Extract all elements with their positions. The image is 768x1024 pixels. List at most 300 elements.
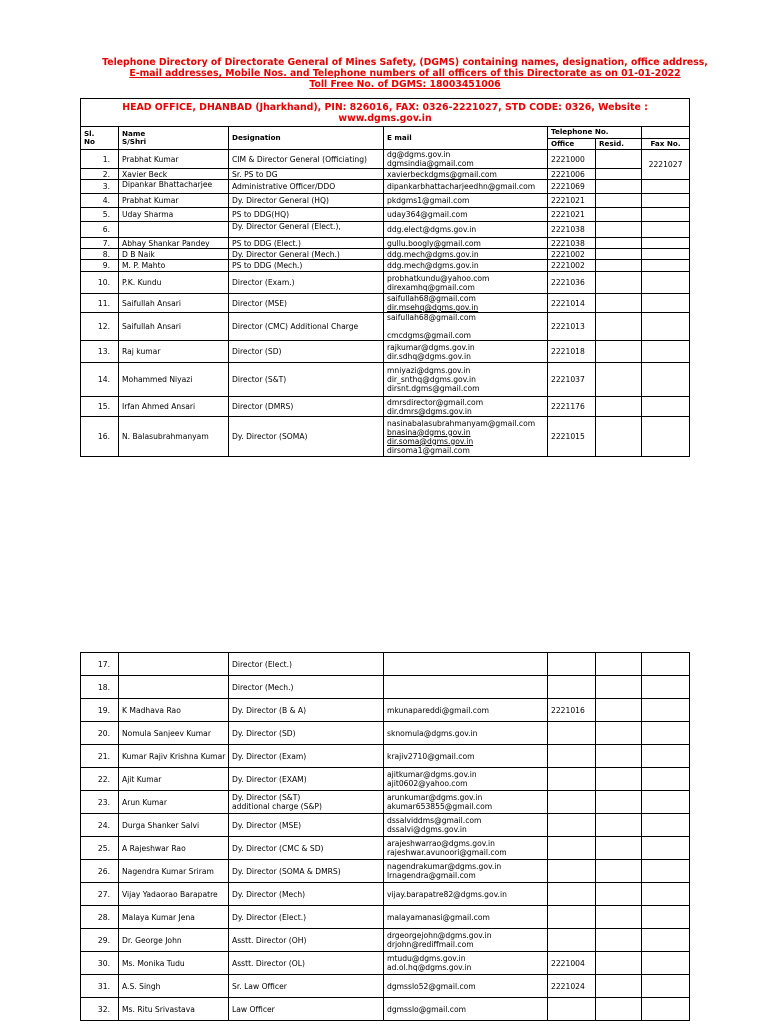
sl-no-cell: 12. — [81, 313, 119, 341]
email-address[interactable]: dir.soma@dgms.gov.in — [387, 436, 474, 446]
office-phone-cell — [548, 676, 596, 699]
email-address[interactable]: dir_snthq@dgms.gov.in — [387, 375, 476, 384]
email-address[interactable]: probhatkundu@yahoo.com — [387, 273, 490, 283]
fax-cell — [642, 722, 690, 745]
sl-no-cell: 27. — [81, 883, 119, 906]
email-address[interactable]: direxamhq@gmail.com — [387, 282, 475, 292]
name-cell: A Rajeshwar Rao — [119, 837, 229, 860]
email-cell — [384, 341, 548, 363]
email-cell — [384, 208, 548, 222]
email-cell — [384, 906, 548, 929]
fax-cell — [642, 294, 690, 313]
resid-phone-cell — [596, 169, 642, 180]
header-no-text: No — [84, 137, 95, 146]
resid-phone-cell — [596, 791, 642, 814]
office-phone-cell — [548, 722, 596, 745]
office-phone-cell: 2221000 — [548, 150, 596, 169]
office-phone-cell — [548, 906, 596, 929]
email-cell — [384, 150, 548, 169]
fax-cell — [642, 975, 690, 998]
designation-cell: Dy. Director (SOMA & DMRS) — [229, 860, 384, 883]
designation-cell: Dy. Director (B & A) — [229, 699, 384, 722]
directory-table-top — [80, 98, 690, 457]
table-row — [81, 676, 690, 699]
email-address[interactable]: krajiv2710@gmail.com — [387, 751, 475, 761]
sl-no-cell: 24. — [81, 814, 119, 837]
name-cell: D B Naik — [119, 249, 229, 260]
designation-cell: Dy. Director (CMC & SD) — [229, 837, 384, 860]
resid-phone-cell — [596, 906, 642, 929]
fax-cell — [642, 745, 690, 768]
fax-cell — [642, 998, 690, 1021]
resid-phone-cell — [596, 222, 642, 238]
designation-cell: Dy. Director (Mech) — [229, 883, 384, 906]
header-fax-top — [642, 127, 690, 139]
email-cell — [384, 272, 548, 294]
header-email: E mail — [384, 127, 548, 150]
email-address[interactable]: dipankarbhattacharjeedhn@gmail.com — [387, 182, 536, 191]
email-address[interactable]: mniyazi@dgms.gov.in — [387, 366, 471, 375]
resid-phone-cell — [596, 417, 642, 457]
header-sl-text: Sl. — [84, 128, 95, 138]
table-row — [81, 975, 690, 998]
sl-no-cell: 5. — [81, 208, 119, 222]
sl-no-cell: 15. — [81, 397, 119, 417]
email-address[interactable]: drgeorgejohn@dgms.gov.in — [387, 931, 492, 940]
designation-cell: Dy. Director General (Elect.), — [229, 222, 384, 238]
header-sl-no — [81, 127, 119, 150]
email-address[interactable]: rajkumar@dgms.gov.in — [387, 342, 475, 352]
office-phone-cell — [548, 998, 596, 1021]
name-cell: Kumar Rajiv Krishna Kumar — [119, 745, 229, 768]
email-address[interactable]: dir.msehq@dgms.gov.in — [387, 303, 479, 312]
name-cell — [119, 676, 229, 699]
table-row — [81, 837, 690, 860]
fax-cell — [642, 906, 690, 929]
resid-phone-cell — [596, 208, 642, 222]
name-cell: Arun Kumar — [119, 791, 229, 814]
name-cell — [119, 222, 229, 238]
sl-no-cell: 21. — [81, 745, 119, 768]
sl-no-cell: 4. — [81, 194, 119, 208]
resid-phone-cell — [596, 260, 642, 272]
email-cell — [384, 313, 548, 341]
email-address[interactable]: xavierbeckdgms@gmail.com — [387, 169, 497, 179]
office-phone-cell — [548, 929, 596, 952]
email-address[interactable]: dssalviddms@gmail.com — [387, 816, 482, 825]
sl-no-cell: 17. — [81, 653, 119, 676]
email-cell — [384, 722, 548, 745]
fax-cell — [642, 397, 690, 417]
name-cell: Xavier Beck — [119, 169, 229, 180]
office-phone-cell: 2221002 — [548, 249, 596, 260]
resid-phone-cell — [596, 653, 642, 676]
title-line-3: Toll Free No. of DGMS: 18003451006 — [309, 79, 501, 90]
email-cell — [384, 417, 548, 457]
table-row — [81, 272, 690, 294]
email-address[interactable]: dir.sdhq@dgms.gov.in — [387, 351, 471, 361]
fax-cell: 2221027 — [642, 150, 690, 180]
table-row — [81, 313, 690, 341]
table-row — [81, 722, 690, 745]
name-cell: Saifullah Ansari — [119, 313, 229, 341]
email-cell — [384, 294, 548, 313]
office-phone-cell: 2221013 — [548, 313, 596, 341]
email-address[interactable]: dmrsdirector@gmail.com — [387, 397, 484, 407]
table-row — [81, 653, 690, 676]
email-address[interactable]: dir.dmrs@dgms.gov.in — [387, 406, 472, 416]
email-cell — [384, 169, 548, 180]
email-cell — [384, 768, 548, 791]
sl-no-cell: 22. — [81, 768, 119, 791]
resid-phone-cell — [596, 180, 642, 194]
office-phone-cell: 2221036 — [548, 272, 596, 294]
name-cell: Uday Sharma — [119, 208, 229, 222]
sl-no-cell: 1. — [81, 150, 119, 169]
resid-phone-cell — [596, 837, 642, 860]
header-office: Office — [548, 139, 596, 150]
fax-cell — [642, 208, 690, 222]
sl-no-cell: 13. — [81, 341, 119, 363]
header-row-1 — [81, 127, 690, 139]
designation-cell: Director (MSE) — [229, 294, 384, 313]
email-address[interactable]: pkdgms1@gmail.com — [387, 196, 470, 205]
table-row — [81, 814, 690, 837]
fax-cell — [642, 222, 690, 238]
office-phone-cell: 2221038 — [548, 222, 596, 238]
email-cell — [384, 676, 548, 699]
office-phone-cell — [548, 745, 596, 768]
email-address[interactable]: saifullah68@gmail.com — [387, 313, 476, 322]
email-address[interactable]: dg@dgms.gov.in — [387, 150, 451, 159]
office-phone-cell — [548, 860, 596, 883]
email-address[interactable]: dssalvi@dgms.gov.in — [387, 825, 467, 834]
head-office-line-2: www.dgms.gov.in — [338, 112, 432, 124]
email-cell — [384, 180, 548, 194]
office-phone-cell: 2221015 — [548, 417, 596, 457]
name-cell: Vijay Yadaorao Barapatre — [119, 883, 229, 906]
table-row — [81, 208, 690, 222]
table-row — [81, 150, 690, 169]
table-row — [81, 417, 690, 457]
email-cell — [384, 260, 548, 272]
name-cell: Nagendra Kumar Sriram — [119, 860, 229, 883]
email-address[interactable]: arajeshwarrao@dgms.gov.in — [387, 839, 495, 848]
name-cell: Ms. Monika Tudu — [119, 952, 229, 975]
fax-cell — [642, 768, 690, 791]
sl-no-cell: 18. — [81, 676, 119, 699]
sl-no-cell: 8. — [81, 249, 119, 260]
header-resid: Resid. — [596, 139, 642, 150]
table-row — [81, 238, 690, 249]
designation-cell: Asstt. Director (OL) — [229, 952, 384, 975]
fax-cell — [642, 860, 690, 883]
sl-no-cell: 30. — [81, 952, 119, 975]
designation-cell: Director (CMC) Additional Charge — [229, 313, 384, 341]
designation-cell: Sr. Law Officer — [229, 975, 384, 998]
email-address[interactable]: ddg.mech@dgms.gov.in — [387, 261, 479, 270]
sl-no-cell: 29. — [81, 929, 119, 952]
office-phone-cell: 2221018 — [548, 341, 596, 363]
designation-cell: Director (Exam.) — [229, 272, 384, 294]
table-row — [81, 194, 690, 208]
office-phone-cell — [548, 768, 596, 791]
email-cell — [384, 998, 548, 1021]
resid-phone-cell — [596, 952, 642, 975]
email-cell — [384, 814, 548, 837]
email-address[interactable]: lrnagendra@gmail.com — [387, 871, 476, 880]
table-row — [81, 260, 690, 272]
resid-phone-cell — [596, 883, 642, 906]
email-address[interactable]: ddg.elect@dgms.gov.in — [387, 225, 477, 234]
resid-phone-cell — [596, 150, 642, 169]
sl-no-cell: 2. — [81, 169, 119, 180]
head-office-row — [81, 99, 690, 127]
email-address[interactable]: vijay.barapatre82@dgms.gov.in — [387, 889, 507, 899]
resid-phone-cell — [596, 768, 642, 791]
email-cell — [384, 791, 548, 814]
email-cell — [384, 745, 548, 768]
fax-cell — [642, 313, 690, 341]
name-cell: Mohammed Niyazi — [119, 363, 229, 397]
fax-cell — [642, 814, 690, 837]
table-row — [81, 791, 690, 814]
sl-no-cell: 11. — [81, 294, 119, 313]
name-cell: Prabhat Kumar — [119, 150, 229, 169]
designation-cell: Dy. Director (SD) — [229, 722, 384, 745]
email-address[interactable]: rajeshwar.avunoori@gmail.com — [387, 848, 507, 857]
email-cell — [384, 222, 548, 238]
email-address[interactable]: malayamanasi@gmail.com — [387, 912, 490, 922]
office-phone-cell: 2221037 — [548, 363, 596, 397]
table-row — [81, 906, 690, 929]
sl-no-cell: 10. — [81, 272, 119, 294]
designation-cell: Asstt. Director (OH) — [229, 929, 384, 952]
email-cell — [384, 699, 548, 722]
sl-no-cell: 31. — [81, 975, 119, 998]
name-cell: Irfan Ahmed Ansari — [119, 397, 229, 417]
name-cell — [119, 653, 229, 676]
designation-cell: Dy. Director General (Mech.) — [229, 249, 384, 260]
name-cell: Ms. Ritu Srivastava — [119, 998, 229, 1021]
name-cell: N. Balasubrahmanyam — [119, 417, 229, 457]
name-cell: Dr. George John — [119, 929, 229, 952]
designation-cell: Dy. Director General (HQ) — [229, 194, 384, 208]
email-address[interactable]: akumar653855@gmail.com — [387, 802, 493, 811]
fax-cell — [642, 260, 690, 272]
name-cell: Malaya Kumar Jena — [119, 906, 229, 929]
designation-cell: PS to DDG(HQ) — [229, 208, 384, 222]
designation-cell: PS to DDG (Elect.) — [229, 238, 384, 249]
name-cell: Ajit Kumar — [119, 768, 229, 791]
table-row — [81, 341, 690, 363]
table-row — [81, 745, 690, 768]
resid-phone-cell — [596, 238, 642, 249]
office-phone-cell: 2221176 — [548, 397, 596, 417]
resid-phone-cell — [596, 194, 642, 208]
sl-no-cell: 25. — [81, 837, 119, 860]
email-address[interactable]: ajit0602@yahoo.com — [387, 779, 468, 788]
email-address[interactable]: bnasina@dgms.gov.in — [387, 427, 471, 437]
email-address[interactable]: dgmsslo52@gmail.com — [387, 981, 476, 991]
fax-cell — [642, 676, 690, 699]
name-cell: Raj kumar — [119, 341, 229, 363]
office-phone-cell — [548, 883, 596, 906]
table-row — [81, 169, 690, 180]
email-address[interactable]: dgmsslo@gmail.com — [387, 1004, 467, 1014]
table-row — [81, 699, 690, 722]
resid-phone-cell — [596, 272, 642, 294]
fax-cell — [642, 249, 690, 260]
resid-phone-cell — [596, 745, 642, 768]
table-row — [81, 883, 690, 906]
fax-cell — [642, 837, 690, 860]
sl-no-cell: 3. — [81, 180, 119, 194]
email-address[interactable]: sknomula@dgms.gov.in — [387, 728, 478, 738]
resid-phone-cell — [596, 929, 642, 952]
fax-cell — [642, 883, 690, 906]
header-fax: Fax No. — [642, 139, 690, 150]
sl-no-cell: 28. — [81, 906, 119, 929]
header-telephone: Telephone No. — [548, 127, 642, 139]
email-address[interactable]: dgmsindia@gmail.com — [387, 159, 474, 168]
name-cell: Nomula Sanjeev Kumar — [119, 722, 229, 745]
resid-phone-cell — [596, 860, 642, 883]
email-address[interactable]: arunkumar@dgms.gov.in — [387, 793, 483, 802]
email-cell — [384, 238, 548, 249]
fax-cell — [642, 363, 690, 397]
designation-cell: Director (S&T) — [229, 363, 384, 397]
office-phone-cell: 2221014 — [548, 294, 596, 313]
email-address[interactable]: cmcdgms@gmail.com — [387, 331, 472, 340]
office-phone-cell: 2221021 — [548, 208, 596, 222]
header-shri-text: S/Shri — [122, 137, 147, 146]
name-cell: Prabhat Kumar — [119, 194, 229, 208]
email-address[interactable]: mtudu@dgms.gov.in — [387, 954, 466, 963]
email-address[interactable]: ajitkumar@dgms.gov.in — [387, 770, 477, 779]
office-phone-cell — [548, 837, 596, 860]
office-phone-cell: 2221038 — [548, 238, 596, 249]
sl-no-cell: 19. — [81, 699, 119, 722]
email-cell — [384, 363, 548, 397]
office-phone-cell: 2221021 — [548, 194, 596, 208]
email-address[interactable]: saifullah68@gmail.com — [387, 294, 476, 303]
email-address[interactable]: ddg.mech@dgms.gov.in — [387, 249, 479, 259]
table-row — [81, 222, 690, 238]
designation-cell: Director (SD) — [229, 341, 384, 363]
sl-no-cell: 32. — [81, 998, 119, 1021]
fax-cell — [642, 194, 690, 208]
resid-phone-cell — [596, 676, 642, 699]
title-line-2: E-mail addresses, Mobile Nos. and Telephone numbers of all officers of this Directorate as on 01-01-2022 — [129, 68, 681, 79]
designation-cell: CIM & Director General (Officiating) — [229, 150, 384, 169]
resid-phone-cell — [596, 998, 642, 1021]
email-address[interactable]: nagendrakumar@dgms.gov.in — [387, 862, 502, 871]
table-row — [81, 180, 690, 194]
designation-cell: Director (DMRS) — [229, 397, 384, 417]
fax-cell — [642, 341, 690, 363]
sl-no-cell: 7. — [81, 238, 119, 249]
office-phone-cell: 2221069 — [548, 180, 596, 194]
office-phone-cell — [548, 791, 596, 814]
email-address[interactable]: dirsoma1@gmail.com — [387, 445, 470, 455]
email-address[interactable]: uday364@gmail.com — [387, 210, 468, 219]
table-row — [81, 249, 690, 260]
title-line-1: Telephone Directory of Directorate General of Mines Safety, (DGMS) containing names, designation, office address, — [102, 57, 708, 68]
name-cell: Saifullah Ansari — [119, 294, 229, 313]
fax-cell — [642, 929, 690, 952]
sl-no-cell: 9. — [81, 260, 119, 272]
table-row — [81, 294, 690, 313]
designation-cell: Administrative Officer/DDO — [229, 180, 384, 194]
designation-cell — [229, 791, 384, 814]
resid-phone-cell — [596, 814, 642, 837]
email-address[interactable] — [387, 322, 544, 331]
email-address[interactable]: nasinabalasubrahmanyam@gmail.com — [387, 418, 536, 428]
sl-no-cell: 16. — [81, 417, 119, 457]
directory-table-bottom — [80, 652, 690, 1021]
email-address[interactable]: dirsnt.dgms@gmail.com — [387, 384, 480, 393]
fax-cell — [642, 791, 690, 814]
designation-line: additional charge (S&P) — [232, 802, 322, 811]
fax-cell — [642, 238, 690, 249]
email-address[interactable]: gullu.boogly@gmail.com — [387, 238, 481, 248]
office-phone-cell: 2221006 — [548, 169, 596, 180]
designation-cell: Director (Elect.) — [229, 653, 384, 676]
designation-cell: Dy. Director (SOMA) — [229, 417, 384, 457]
header-designation: Designation — [229, 127, 384, 150]
resid-phone-cell — [596, 249, 642, 260]
table-row — [81, 397, 690, 417]
designation-cell: Dy. Director (MSE) — [229, 814, 384, 837]
name-cell: P.K. Kundu — [119, 272, 229, 294]
fax-cell — [642, 417, 690, 457]
table-row — [81, 860, 690, 883]
office-phone-cell: 2221002 — [548, 260, 596, 272]
email-cell — [384, 860, 548, 883]
email-cell — [384, 837, 548, 860]
designation-cell: Dy. Director (EXAM) — [229, 768, 384, 791]
sl-no-cell: 14. — [81, 363, 119, 397]
office-phone-cell: 2221016 — [548, 699, 596, 722]
table-row — [81, 998, 690, 1021]
email-address[interactable]: mkunapareddi@gmail.com — [387, 705, 490, 715]
email-cell — [384, 194, 548, 208]
name-cell: M. P. Mahto — [119, 260, 229, 272]
table-row — [81, 363, 690, 397]
email-cell — [384, 929, 548, 952]
office-phone-cell: 2221024 — [548, 975, 596, 998]
office-phone-cell — [548, 653, 596, 676]
office-phone-cell: 2221004 — [548, 952, 596, 975]
header-name — [119, 127, 229, 150]
email-address[interactable]: drjohn@rediffmail.com — [387, 940, 474, 949]
table-row — [81, 768, 690, 791]
email-cell — [384, 952, 548, 975]
email-cell — [384, 653, 548, 676]
sl-no-cell: 26. — [81, 860, 119, 883]
designation-cell: Sr. PS to DG — [229, 169, 384, 180]
fax-cell — [642, 180, 690, 194]
email-cell — [384, 975, 548, 998]
designation-line: Dy. Director (S&T) — [232, 793, 301, 802]
designation-cell: Law Officer — [229, 998, 384, 1021]
resid-phone-cell — [596, 699, 642, 722]
head-office-line-1: HEAD OFFICE, DHANBAD (Jharkhand), PIN: 826016, FAX: 0326-2221027, STD CODE: 0326, Website : — [122, 101, 648, 113]
table-row — [81, 952, 690, 975]
email-address[interactable]: ad.ol.hq@dgms.gov.in — [387, 963, 472, 972]
head-office-banner — [81, 99, 690, 127]
